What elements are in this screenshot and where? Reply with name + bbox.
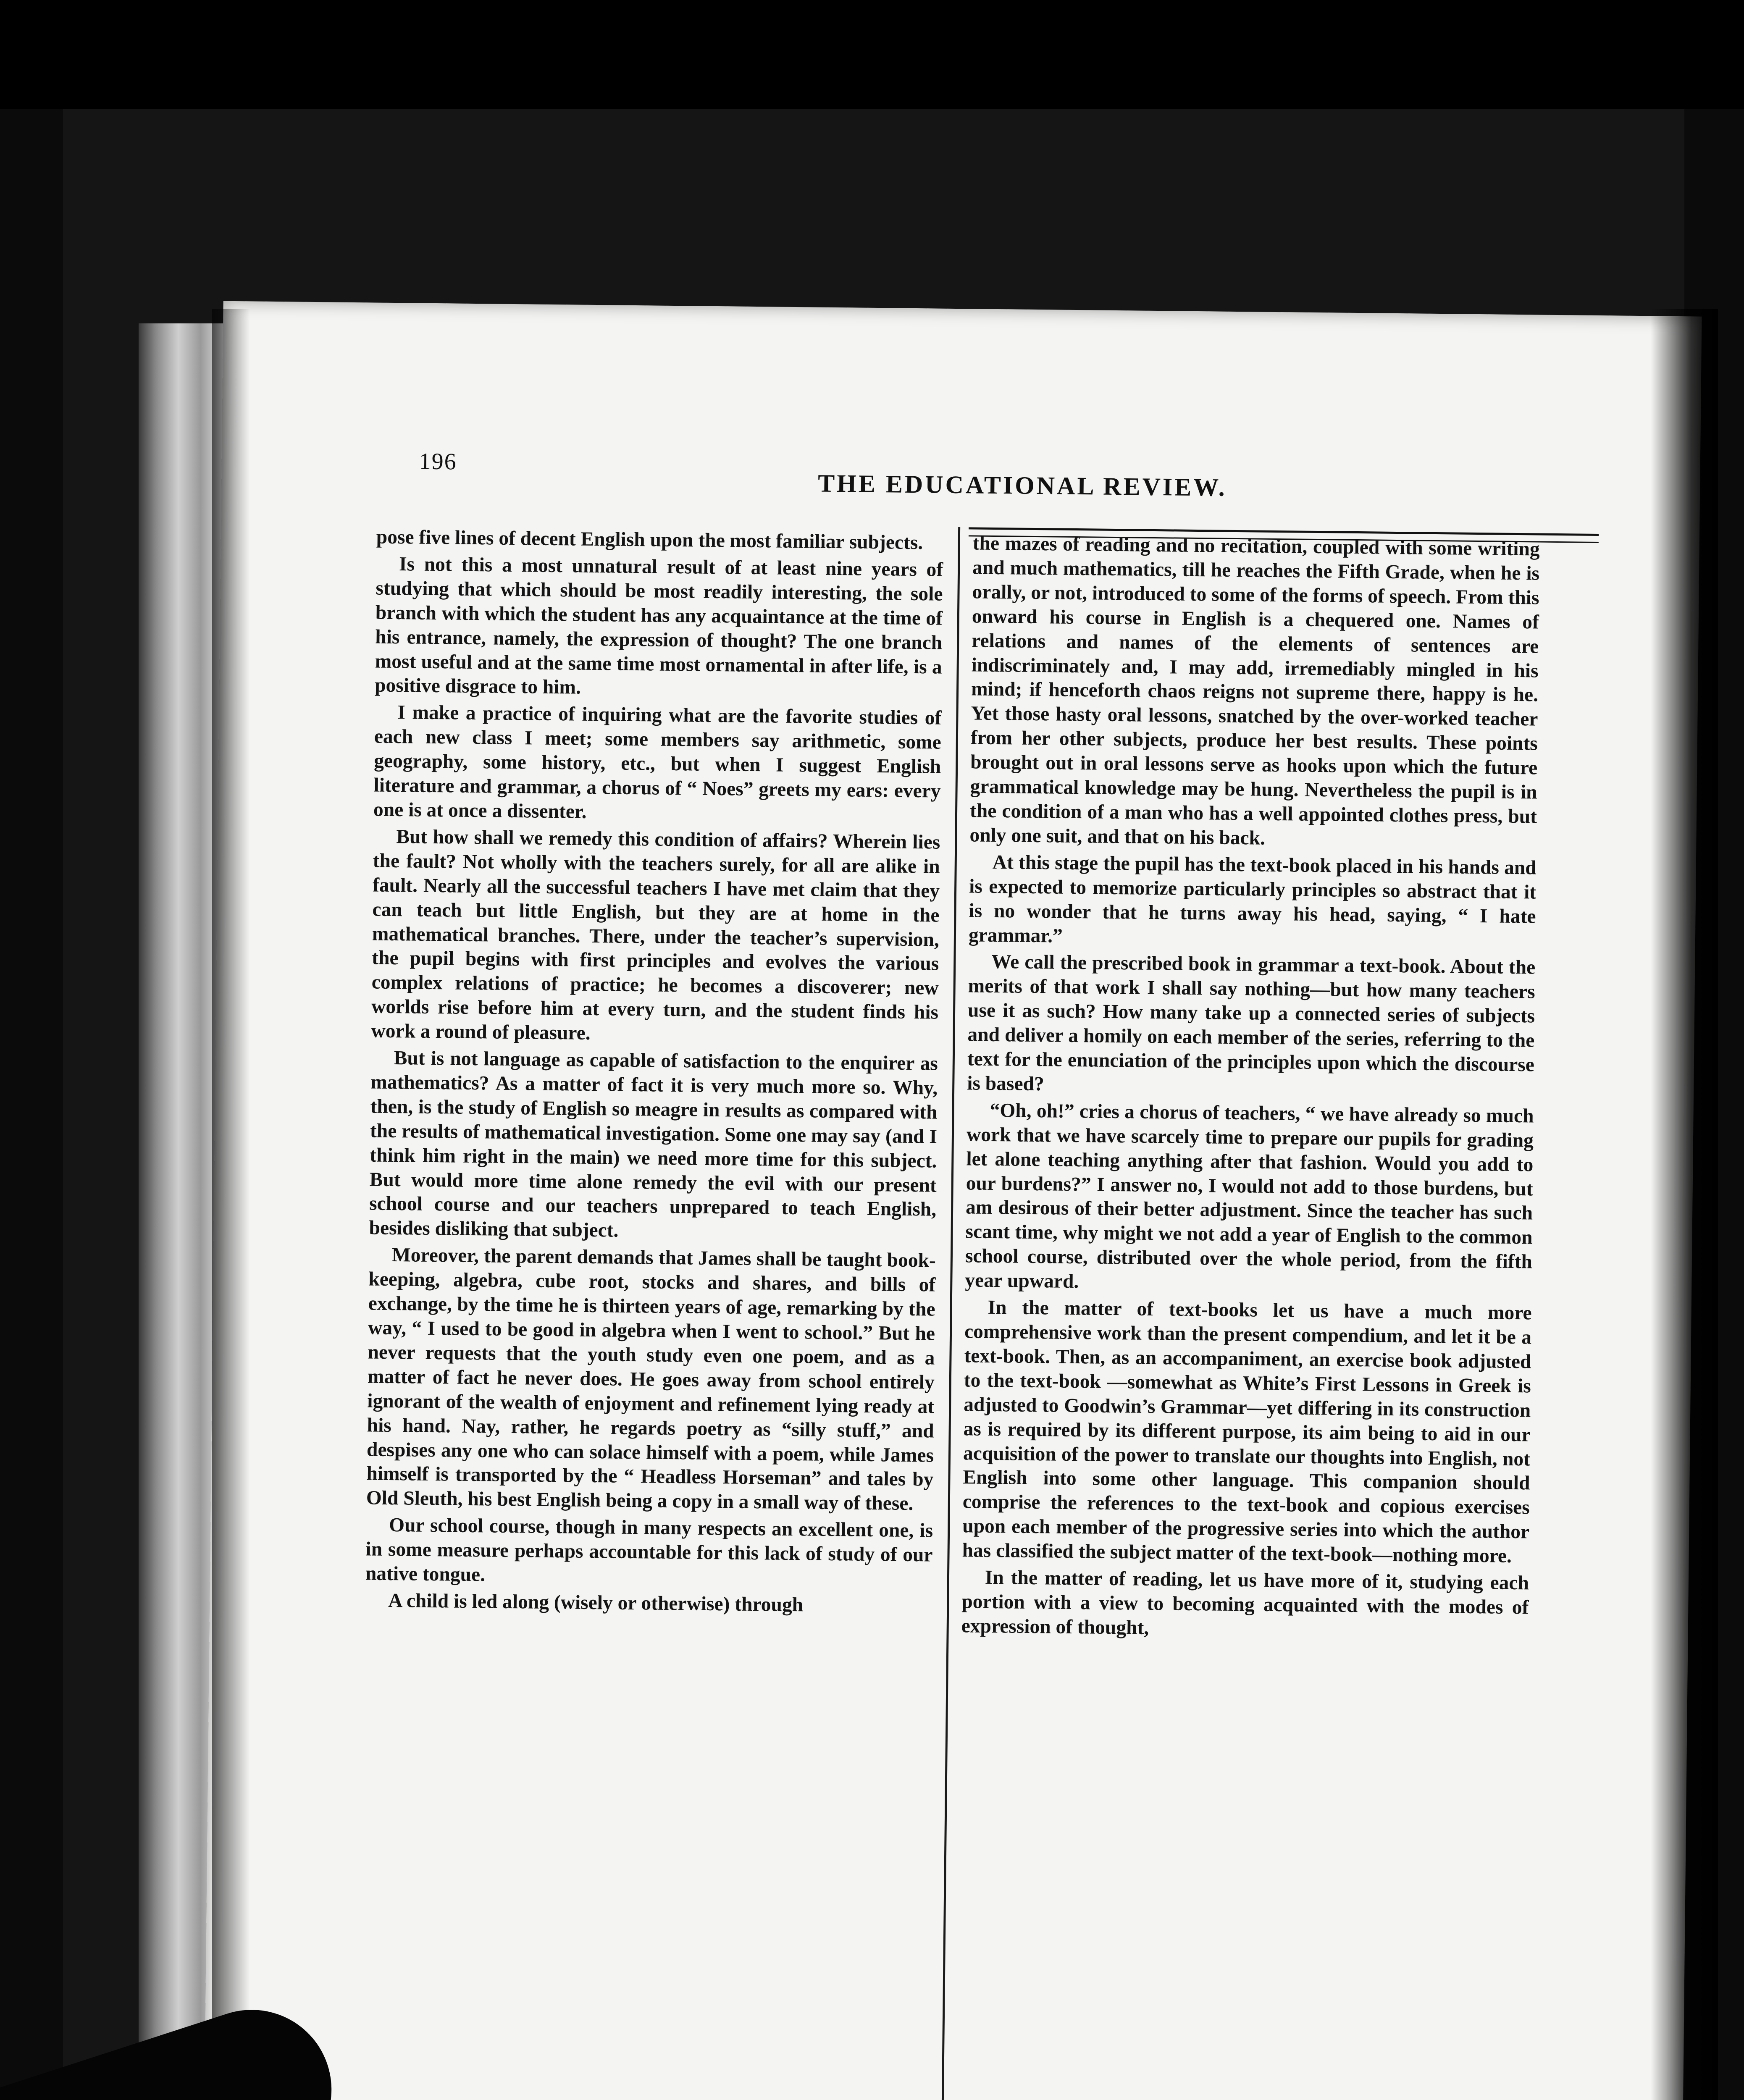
paragraph: A child is led along (wisely or otherwise) through (388, 1589, 804, 1616)
paragraph: Is not this a most unnatural result of at least nine years of studying that which should be most readily interesting, the sole branch with which the student has any acquaintance at the time of his entrance, namely, the expression of thought? The one branch most useful and at the same time most ornamental in after life, is a positive disgrace to him. (374, 553, 943, 699)
paragraph: Moreover, the parent demands that James shall be taught book-keeping, algebra, cube root, stocks and shares, and bills of exchange, by the time he is thirteen years of age, remarking by the way, “ I used to be good in algebra when I went to school.” But he never requests that the youth study even one poem, and as a matter of fact he never does. He goes away from school entirely ignorant of the wealth of enjoyment and refinement lying ready at his hand. Nay, rather, he regards poetry as “silly stuff,” and despises any one who can solace himself with a poem, while James himself is transported by the “ Headless Horseman” and tales by Old Sleuth, his best English being a copy in a small way of these. (366, 1244, 936, 1515)
paragraph: In the matter of reading, let us have more of it, studying each portion with a view to becoming acquainted with the modes of expression of thought, (961, 1566, 1529, 1639)
paragraph: At this stage the pupil has the text-book placed in his hands and is expected to memorize particularly principles so abstract that it is no wonder that he turns away his head, saying, “ I hate grammar.” (968, 851, 1537, 947)
paragraph: We call the prescribed book in grammar a text-book. About the merits of that work I shall say nothing—but how many teachers use it as such? How many take up a connected series of subjects and deliver a homily on each member of the series, referring to the text for the enunciation of the principles upon which the discourse is based? (967, 951, 1536, 1095)
paragraph: “Oh, oh!” cries a chorus of teachers, “ we have already so much work that we have scarcely time to prepare our pupils for grading let alone teaching anything after that fashion. Would you add to our burdens?” I answer no, I would not add to those burdens, but am desirous of their better adjustment. Since the teacher has such scant time, why might we not add a year of English to the common school course, distributed over the whole period, from the fifth year upward. (965, 1099, 1534, 1293)
paragraph: In the matter of text-books let us have a much more comprehensive work than the present compendium, and let it be a text-book. Then, as an accompaniment, an exercise book adjusted to the text-book —somewhat as White’s First Lessons in Greek is adjusted to Goodwin’s Grammar—yet differing in its construction as is required by its different purpose, its aim being to aid in our acquisition of the power to translate our thoughts into English, not English into some other language. This companion should comprise the references to the text-book and copious exercises upon each member of the progressive series into which the author has classified the subject matter of the text-book—nothing more. (962, 1296, 1532, 1567)
scan-top-border (0, 0, 1744, 109)
right-column (961, 531, 1540, 1647)
page-right-shadow (1651, 309, 1718, 2100)
book-page (201, 301, 1702, 2100)
paragraph: pose five lines of decent English upon the most familiar subjects. (376, 526, 923, 554)
left-column (365, 525, 943, 1622)
paragraph: the mazes of reading and no recitation, coupled with some writing and much mathematics, till he reaches the Fifth Grade, when he is orally, or not, introduced to some of the forms of speech. From this onward his course in English is a chequered one. Names of relations and names of the elements of sentences are indiscriminately and, I may add, irremediably mingled in his mind; if henceforth chaos reigns not supreme there, happy is he. Yet those hasty oral lessons, snatched by the over-worked teacher from her other subjects, produce her best results. These points brought out in oral lessons serve as hooks upon which the future grammatical knowledge may be hung. Nevertheless the pupil is in the condition of a man who has a well appointed clothes press, but only one suit, and that on his back. (969, 532, 1540, 849)
column-divider (939, 527, 960, 2100)
page-number: 196 (419, 448, 457, 475)
paragraph: I make a practice of inquiring what are the favorite studies of each new class I meet; some members say arithmetic, some geography, some history, etc., but when I suggest English literature and grammar, a chorus of “ Noes” greets my ears: every one is at once a dissenter. (373, 701, 942, 823)
gutter-shadow (212, 309, 250, 2100)
running-head: THE EDUCATIONAL REVIEW. (817, 469, 1227, 501)
paragraph: But how shall we remedy this condition of affairs? Wherein lies the fault? Not wholly with the teachers surely, for all are alike in fault. Nearly all the successful teachers I have met claim that they can teach but little English, but they are at home in the mathematical branches. There, under the teacher’s supervision, the pupil begins with first principles and evolves the various complex relations of practice; he becomes a discoverer; new worlds rise before him at every turn, and the student finds his work a round of pleasure. (371, 825, 940, 1045)
paragraph: But is not language as capable of satisfaction to the enquirer as mathematics? As a matter of fact it is very much more so. Why, then, is the study of English so meagre in results as compared with the results of mathematical investigation. Some one may say (and I think him right in the main) we need more time for this subject. But would more time alone remedy the evil with our present school course and our teachers unprepared to teach English, besides disliking that subject. (369, 1047, 938, 1242)
paragraph: Our school course, though in many respects an excellent one, is in some measure perhaps accountable for this lack of study of our native tongue. (365, 1514, 933, 1586)
